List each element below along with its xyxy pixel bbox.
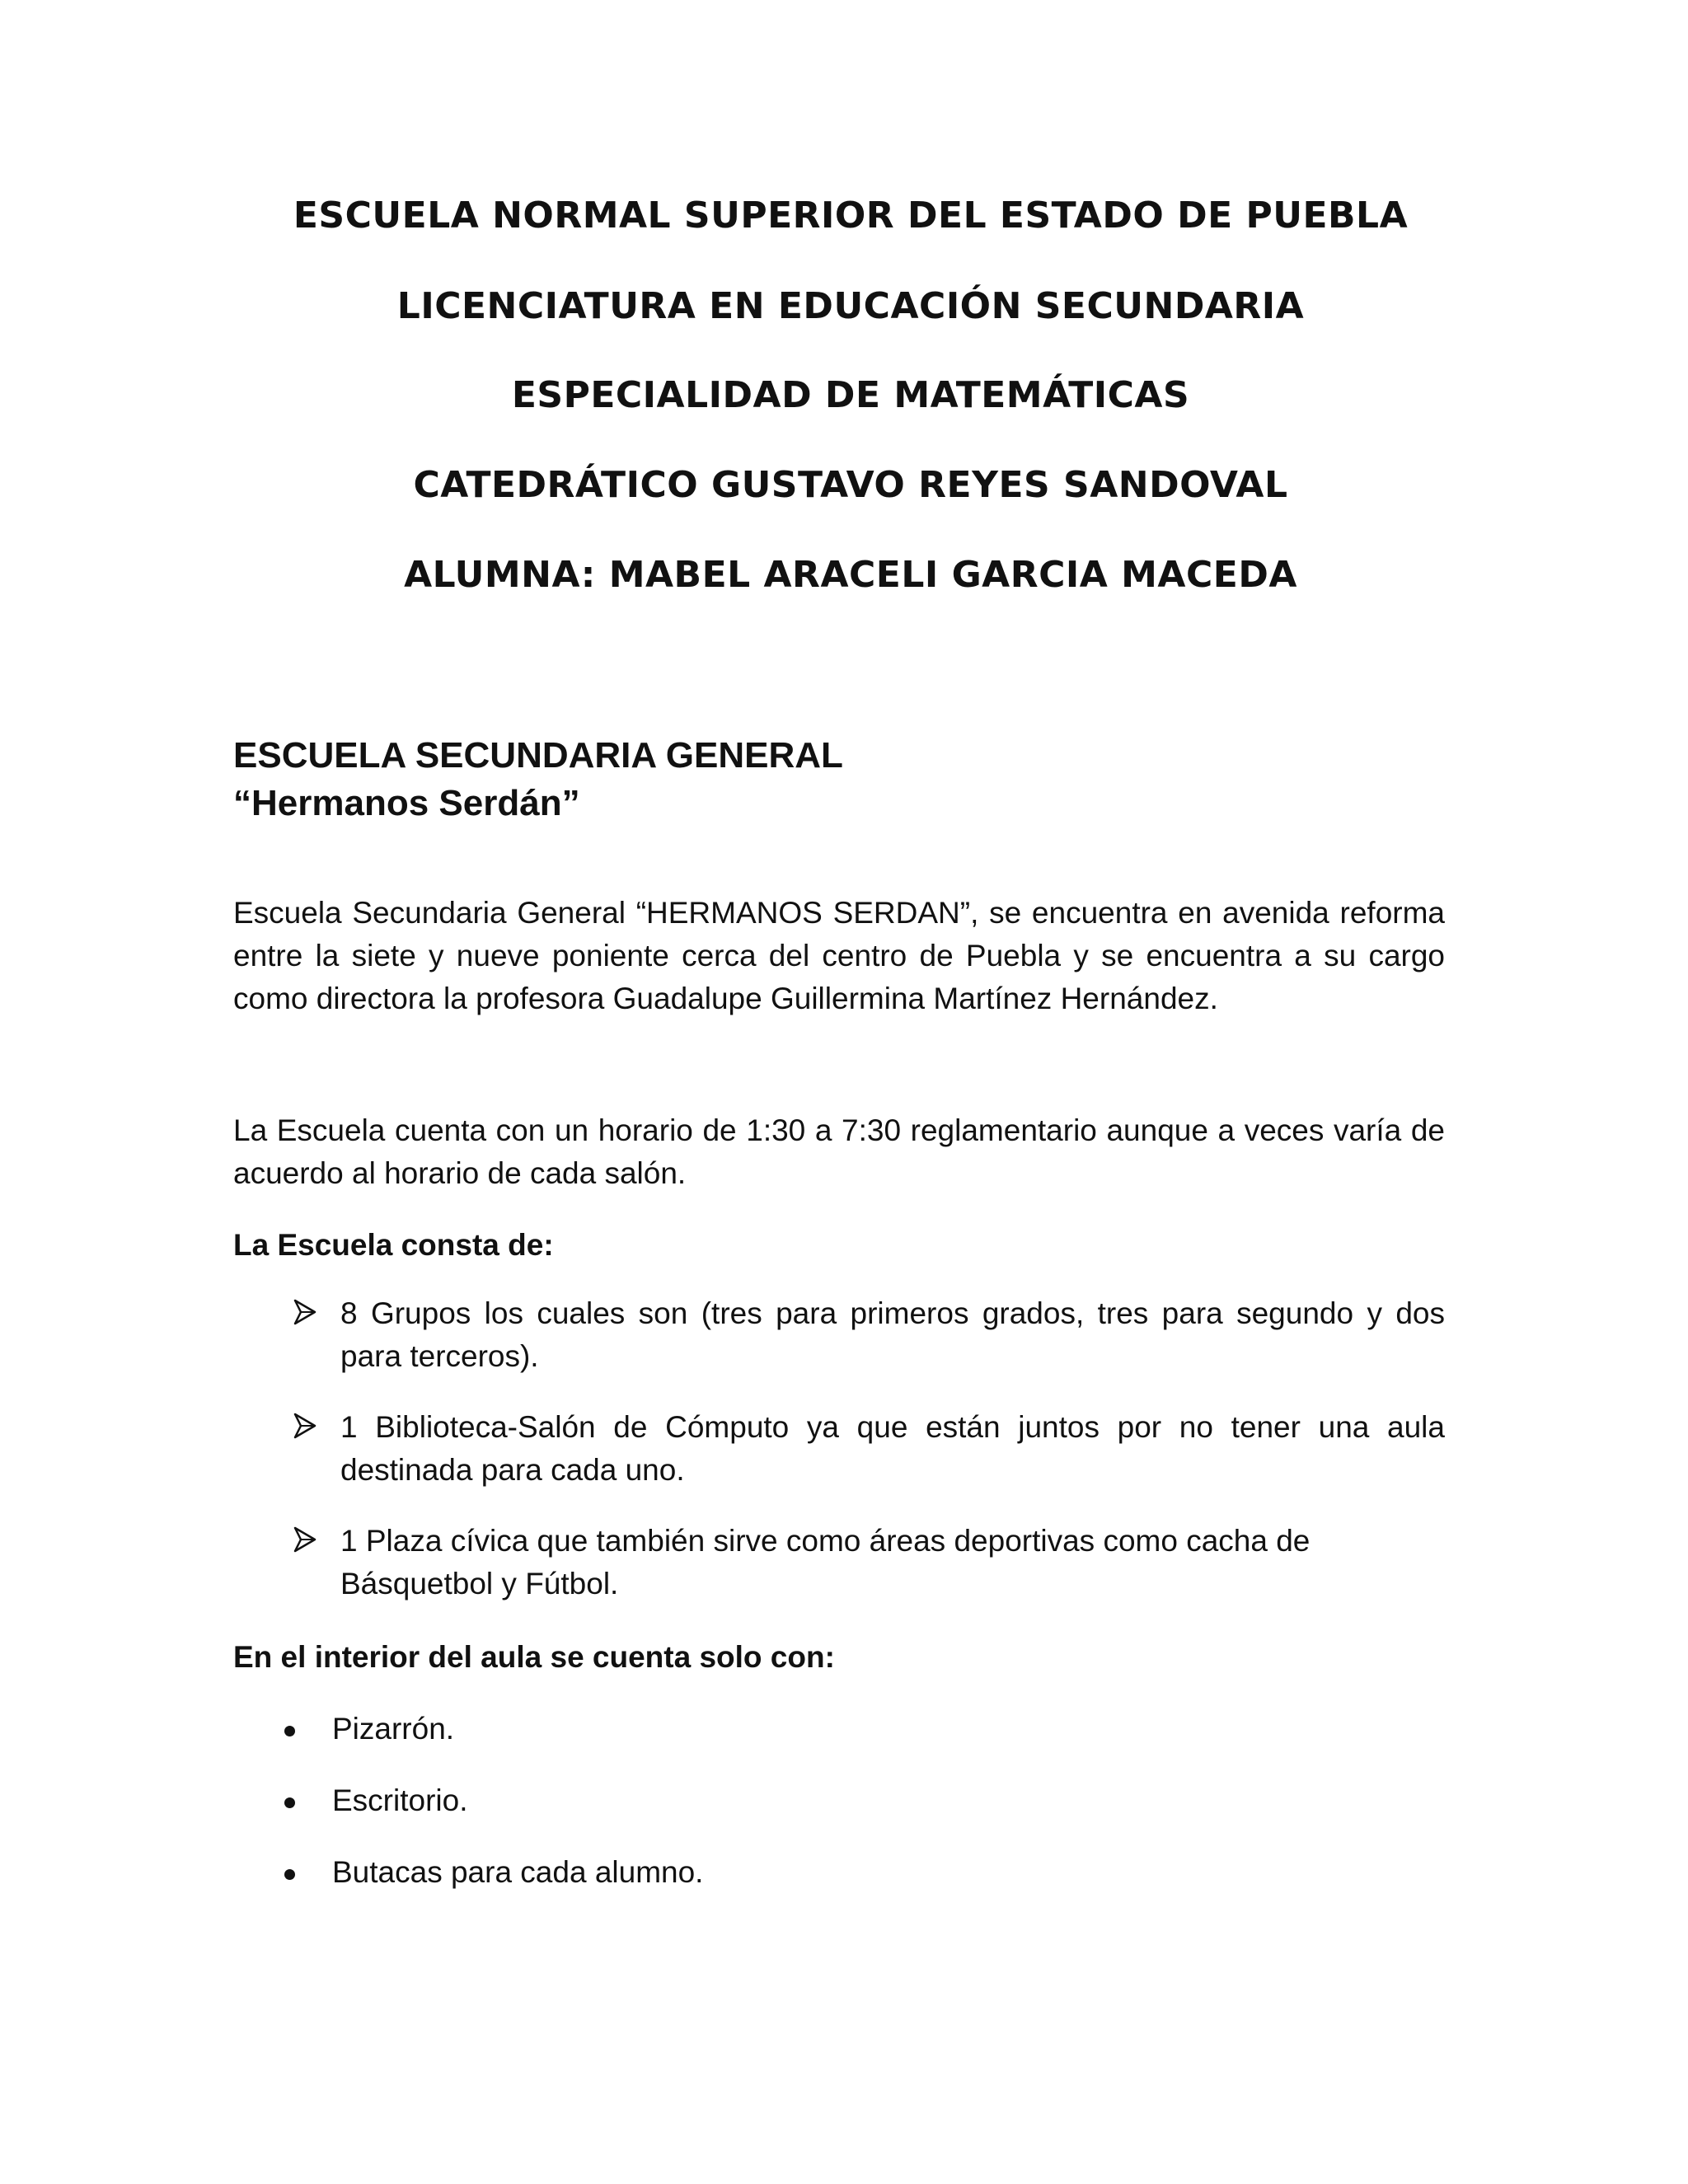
arrow-bullet-icon [293,1523,317,1556]
list-item-text: 1 Plaza cívica que también sirve como áreas deportivas como cacha de Básquetbol y Fútbol. [340,1524,1311,1601]
professor-heading: CATEDRÁTICO GUSTAVO REYES SANDOVAL [413,464,1288,506]
school-title [233,732,1445,827]
list-item-text: Butacas para cada alumno. [332,1855,704,1889]
specialty-heading: ESPECIALIDAD DE MATEMÁTICAS [511,374,1190,416]
list-item-text: 8 Grupos los cuales son (tres para primeros grados, tres para segundo y dos para terceros). [340,1296,1445,1373]
list-item-text: Escritorio. [332,1783,468,1817]
bullet-dot-icon [284,1869,295,1880]
school-schedule-paragraph: La Escuela cuenta con un horario de 1:30 a 7:30 reglamentario aunque a veces varía de acuerdo al horario de cada salón. [233,1113,1445,1190]
bullet-dot-icon [284,1726,295,1736]
facilities-items [233,1292,1445,1622]
classroom-heading: En el interior del aula se cuenta solo con: [233,1640,835,1674]
school-location-paragraph: Escuela Secundaria General “HERMANOS SERDAN”, se encuentra en avenida reforma entre la siete y nueve poniente cerca del centro de Puebla y se encuentra a su cargo como directora la profesora Guadalupe Guillermina Martínez Hernández. [233,896,1445,1015]
degree-heading: LICENCIATURA EN EDUCACIÓN SECUNDARIA [396,285,1305,327]
school-title-line2: “Hermanos Serdán” [233,783,580,823]
student-heading: ALUMNA: MABEL ARACELI GARCIA MACEDA [404,554,1297,596]
list-item-text: Pizarrón. [332,1712,455,1746]
school-title-line1: ESCUELA SECUNDARIA GENERAL [233,735,843,776]
institution-heading: ESCUELA NORMAL SUPERIOR DEL ESTADO DE PUEBLA [293,194,1409,237]
classroom-items [233,1708,1445,1955]
arrow-bullet-icon [293,1296,317,1329]
arrow-bullet-icon [293,1409,317,1442]
list-item-text: 1 Biblioteca-Salón de Cómputo ya que están juntos por no tener una aula destinada para cada uno. [340,1410,1445,1487]
facilities-heading: La Escuela consta de: [233,1228,554,1262]
bullet-dot-icon [284,1797,295,1808]
